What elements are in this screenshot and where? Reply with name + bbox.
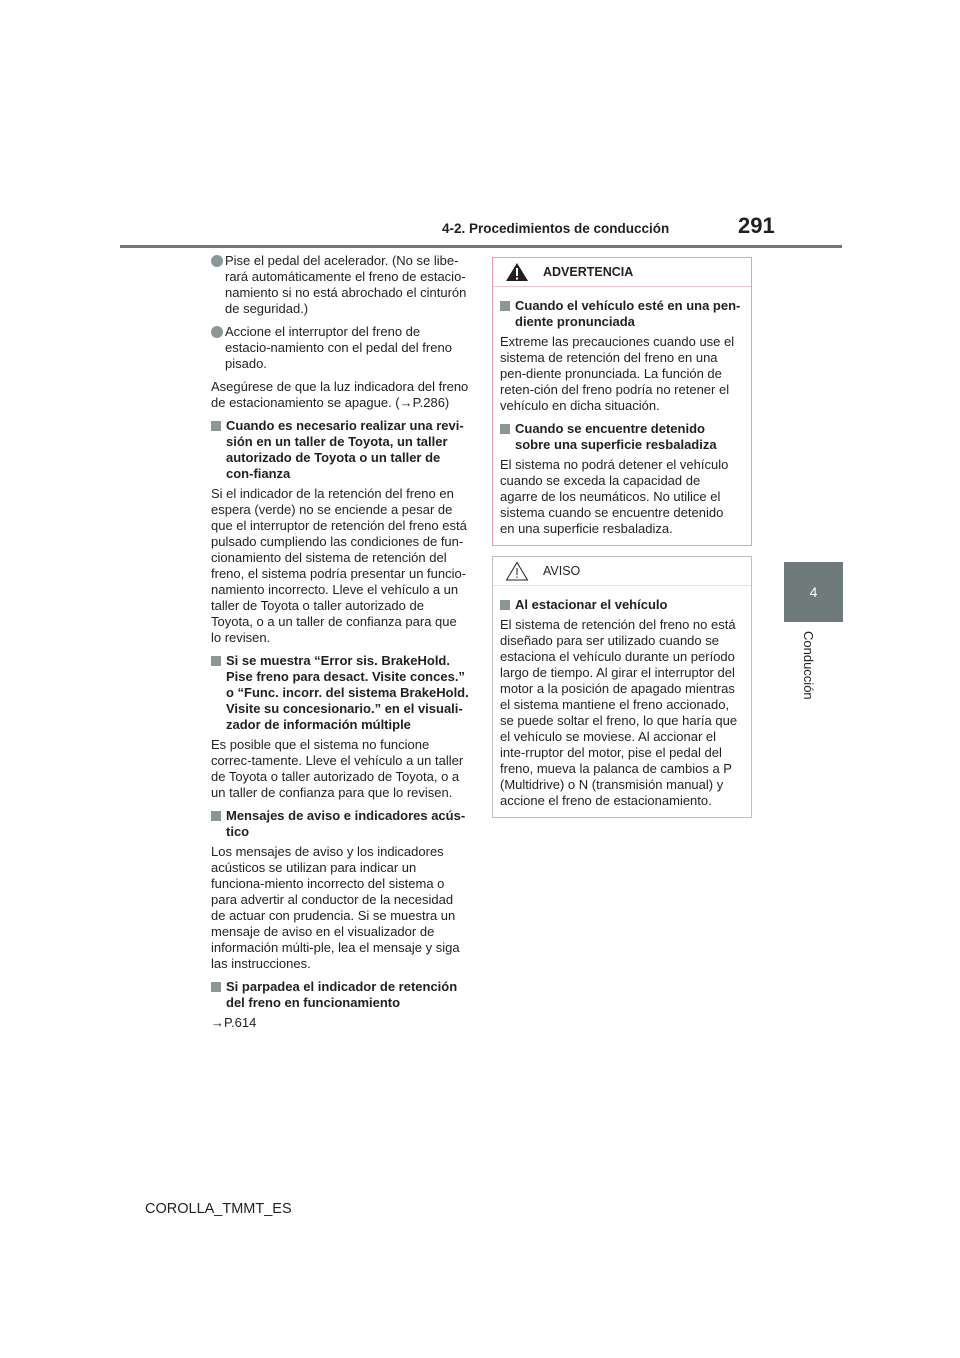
square-bullet-icon <box>500 301 510 311</box>
page-number: 291 <box>738 213 775 238</box>
square-bullet-icon <box>500 424 510 434</box>
square-bullet-icon <box>211 982 221 992</box>
chapter-tab <box>784 562 843 622</box>
section-heading <box>211 979 469 1011</box>
section-heading-text: Cuando se encuentre detenido sobre una superficie resbaladiza <box>515 421 717 452</box>
caution-triangle-icon <box>505 561 529 581</box>
footer-code: COROLLA_TMMT_ES <box>145 1201 292 1217</box>
section-body: Es posible que el sistema no funcione correc-tamente. Lleve el vehículo a un taller de Toyota o taller autorizado de Toyota, o a un taller de confianza para que lo revisen. <box>211 737 464 800</box>
section-heading-text: Si se muestra “Error sis. BrakeHold. Pise freno para desact. Visite conces.” o “Func. incorr. del sistema BrakeHold. Visite su concesionario.” en el visuali-zador de información múltiple <box>226 653 469 732</box>
section-body: Extreme las precauciones cuando use el sistema de retención del freno en una pen-diente pronunciada. La función de reten-ción del freno podría no retener el vehículo en dicha situación. <box>500 334 735 413</box>
bullet-item <box>211 253 469 317</box>
chapter-label-text: Conducción <box>801 631 816 700</box>
section-body: El sistema de retención del freno no está diseñado para ser utilizado cuando se estaciona el vehículo durante un período largo de tiempo. Al girar el interruptor del motor a la posición de apagado mientras el sistema mantiene el freno accionado, se puede soltar el freno, lo que haría que el vehículo se moviese. Al accionar el inte-rruptor del motor, pise el pedal del freno, mueva la palanca de cambios a P (Multidrive) o N (transmisión manual) y accione el freno de estacionamiento. <box>500 617 738 808</box>
section-heading-text: Cuando el vehículo esté en una pen-diente pronunciada <box>515 298 741 329</box>
chapter-label <box>800 631 820 711</box>
paragraph: Asegúrese de que la luz indicadora del freno de estacionamiento se apague. (→P.286) <box>211 379 469 410</box>
warning-triangle-icon <box>505 262 529 282</box>
section-heading-text: Si parpadea el indicador de retención del freno en funcionamiento <box>226 979 458 1010</box>
square-bullet-icon <box>211 421 221 431</box>
chapter-number: 4 <box>809 584 818 600</box>
section-heading-text: Cuando es necesario realizar una revi-sión en un taller de Toyota, un taller autorizado de Toyota o un taller de con-fianza <box>226 418 464 481</box>
warning-box-header <box>493 258 751 287</box>
section-heading <box>500 298 741 330</box>
section-body: Los mensajes de aviso y los indicadores acústicos se utilizan para indicar un funciona-miento incorrecto del sistema o para advertir al conductor de la necesidad de actuar con prudencia. Si se muestra un mensaje de aviso en el visualizador de información múlti-ple, lea el mensaje y siga las instrucciones. <box>211 844 460 971</box>
bullet-text: Pise el pedal del acelerador. (No se libe-rará automáticamente el freno de estacio-namiento si no está abrochado el cinturón de seguridad.) <box>225 253 467 316</box>
warning-box-body <box>493 287 751 545</box>
warning-box <box>492 257 752 546</box>
section-heading <box>211 808 469 840</box>
section-body: →P.614 <box>211 1015 257 1030</box>
header-divider <box>120 245 842 248</box>
section-heading <box>500 421 741 453</box>
bullet-dot-icon <box>211 255 223 267</box>
bullet-text: Accione el interruptor del freno de estacio-namiento con el pedal del freno pisado. <box>225 324 452 371</box>
section-heading <box>500 597 741 613</box>
square-bullet-icon <box>211 656 221 666</box>
section-body: El sistema no podrá detener el vehículo cuando se exceda la capacidad de agarre de los neumáticos. No utilice el sistema cuando se encuentre detenido en una superficie resbaladiza. <box>500 457 729 536</box>
warning-box-title: ADVERTENCIA <box>543 265 634 279</box>
section-heading-text: Al estacionar el vehículo <box>515 597 668 612</box>
section-heading-text: Mensajes de aviso e indicadores acús-tico <box>226 808 466 839</box>
section-title: 4-2. Procedimientos de conducción <box>442 221 670 236</box>
square-bullet-icon <box>500 600 510 610</box>
section-body: Si el indicador de la retención del freno en espera (verde) no se enciende a pesar de que el interruptor de retención del freno está pulsado cumpliendo las condiciones de fun-cionamiento del sistema de retención del freno, el sistema podría presentar un funcio-namiento incorrecto. Lleve el vehículo a un taller de Toyota o taller autorizado de Toyota, o a un taller de confianza para que lo revisen. <box>211 486 467 645</box>
notice-box-header <box>493 557 751 586</box>
bullet-dot-icon <box>211 326 223 338</box>
square-bullet-icon <box>211 811 221 821</box>
notice-box-title: AVISO <box>543 564 581 578</box>
notice-box-body <box>493 586 751 817</box>
section-heading <box>211 418 469 482</box>
bullet-item <box>211 324 469 372</box>
left-column <box>211 253 469 1038</box>
section-heading <box>211 653 469 733</box>
notice-box <box>492 556 752 818</box>
